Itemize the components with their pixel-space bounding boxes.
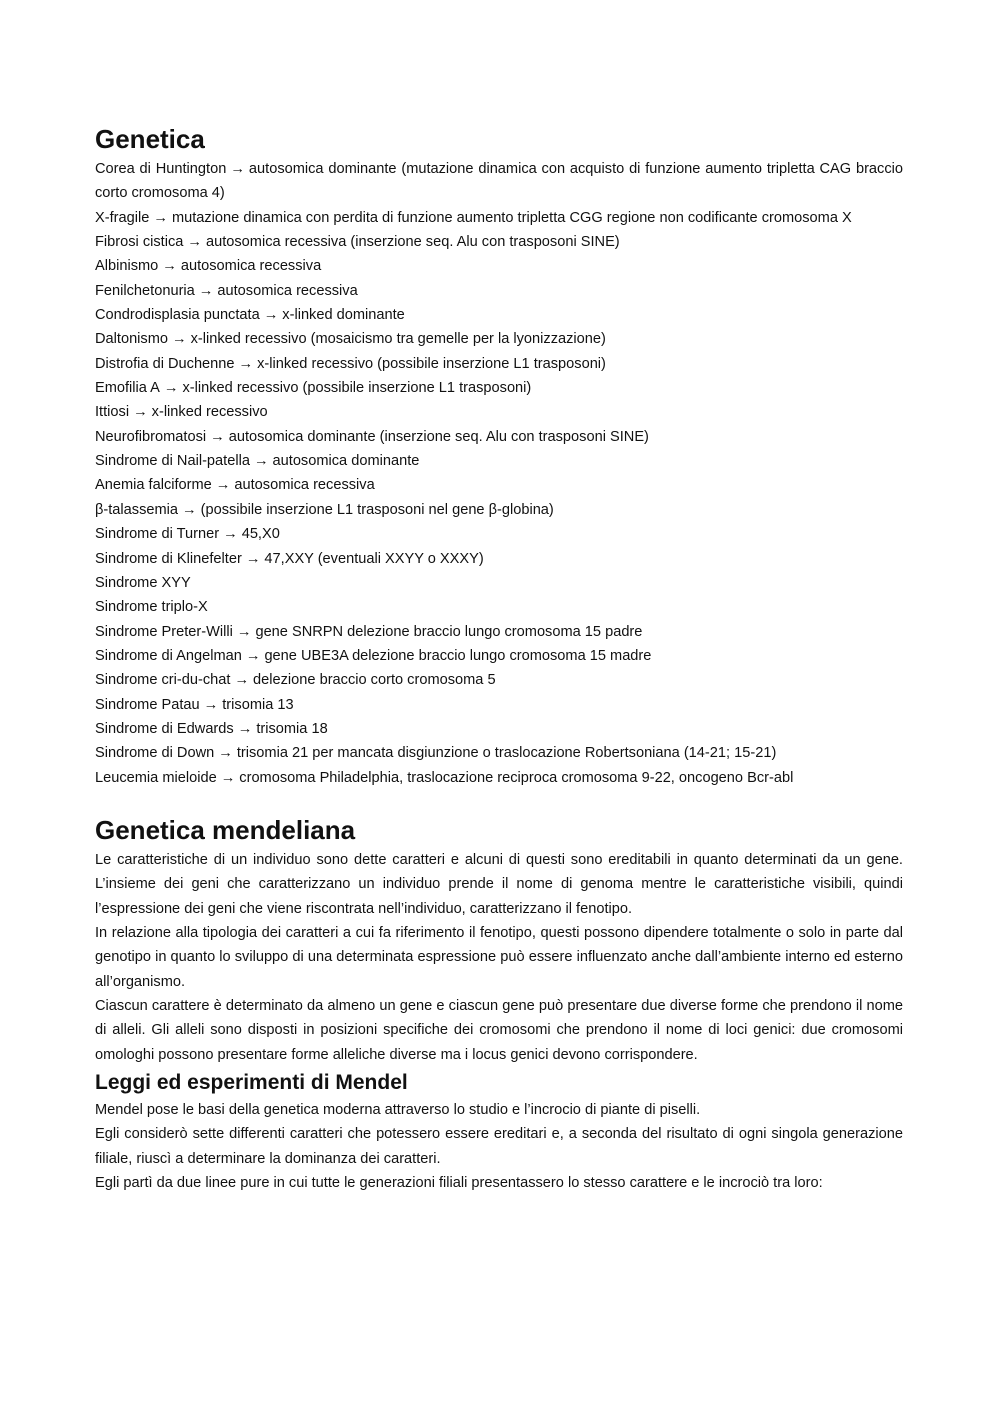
paragraph: Ciascun carattere è determinato da almeno un gene e ciascun gene può presentare due diverse forme che prendono il nome di alleli. Gli alleli sono disposti in posizioni specifiche dei cromosomi che prendono il nome di loci genici: due cromosomi omologhi possono presentare forme alleliche diverse ma i locus genici devono corrispondere. bbox=[95, 998, 903, 1063]
disease-entry bbox=[95, 327, 903, 351]
section-title-genetica-mendeliana: Genetica mendeliana bbox=[95, 814, 356, 845]
disease-term: Fibrosi cistica bbox=[95, 234, 184, 251]
right-arrow-icon: → bbox=[237, 720, 253, 737]
right-arrow-icon: → bbox=[263, 307, 279, 324]
disease-term: Sindrome di Nail-patella bbox=[95, 453, 250, 470]
disease-term: Leucemia mieloide bbox=[95, 769, 217, 786]
right-arrow-icon: → bbox=[245, 647, 261, 664]
disease-entry bbox=[95, 644, 903, 668]
disease-description: x-linked dominante bbox=[282, 307, 405, 324]
disease-term: Ittiosi bbox=[95, 404, 130, 421]
disease-entry bbox=[95, 230, 903, 254]
disease-description: x-linked recessivo bbox=[151, 404, 268, 421]
disease-term: Sindrome Patau bbox=[95, 696, 200, 713]
disease-description: autosomica recessiva bbox=[180, 258, 322, 275]
disease-term: Albinismo bbox=[95, 258, 159, 275]
disease-entry bbox=[95, 717, 903, 741]
right-arrow-icon: → bbox=[133, 404, 148, 421]
section-title-genetica: Genetica bbox=[95, 124, 205, 154]
disease-description: x-linked recessivo (possibile inserzione L1 trasposoni) bbox=[182, 380, 532, 397]
disease-entry bbox=[95, 400, 903, 424]
disease-description: autosomica dominante bbox=[272, 453, 420, 470]
disease-description: 47,XXY (eventuali XXYY o XXXY) bbox=[264, 550, 484, 567]
disease-entry bbox=[95, 571, 903, 595]
disease-description: autosomica dominante (inserzione seq. Alu con trasposoni SINE) bbox=[228, 428, 649, 445]
disease-description: trisomia 13 bbox=[222, 696, 294, 713]
paragraph: Egli considerò sette differenti caratteri che potessero essere ereditari e, a seconda del risultato di ogni singola generazione filiale, riuscì a determinare la dominanza dei caratteri. bbox=[95, 1126, 903, 1167]
disease-term: Sindrome di Angelman bbox=[95, 647, 242, 664]
disease-description: (possibile inserzione L1 trasposoni nel gene β-globina) bbox=[200, 501, 554, 518]
disease-description: autosomica recessiva (inserzione seq. Alu con trasposoni SINE) bbox=[205, 234, 620, 251]
disease-term: Sindrome di Klinefelter bbox=[95, 550, 242, 567]
paragraph: Le caratteristiche di un individuo sono dette caratteri e alcuni di questi sono ereditabili in quanto determinati da un gene. L’insieme dei geni che caratterizzano un individuo prende il nome di genoma mentre le caratteristiche visibili, quindi l’espressione dei geni che viene riscontrata nell’individuo, caratterizzano il fenotipo. bbox=[95, 851, 903, 917]
disease-description: x-linked recessivo (possibile inserzione L1 trasposoni) bbox=[257, 355, 606, 372]
right-arrow-icon: → bbox=[234, 672, 250, 689]
right-arrow-icon: → bbox=[236, 623, 252, 640]
disease-term: Distrofia di Duchenne bbox=[95, 355, 235, 372]
right-arrow-icon: → bbox=[203, 696, 219, 713]
disease-term: Condrodisplasia punctata bbox=[95, 307, 260, 324]
right-arrow-icon: → bbox=[153, 209, 168, 226]
disease-term: X-fragile bbox=[95, 209, 150, 226]
disease-entry bbox=[95, 473, 903, 497]
right-arrow-icon: → bbox=[230, 161, 245, 177]
right-arrow-icon: → bbox=[220, 769, 236, 786]
disease-entry bbox=[95, 279, 903, 303]
right-arrow-icon: → bbox=[187, 234, 202, 251]
disease-entry bbox=[95, 254, 903, 278]
disease-description: x-linked recessivo (mosaicismo tra gemelle per la lyonizzazione) bbox=[190, 331, 606, 348]
disease-entry bbox=[95, 693, 903, 717]
disease-description: trisomia 21 per mancata disgiunzione o traslocazione Robertsoniana (14-21; 15-21) bbox=[236, 745, 777, 762]
right-arrow-icon: → bbox=[210, 428, 225, 445]
disease-term: Anemia falciforme bbox=[95, 477, 212, 494]
disease-entry bbox=[95, 157, 903, 206]
disease-entry bbox=[95, 303, 903, 327]
right-arrow-icon: → bbox=[162, 258, 177, 275]
right-arrow-icon: → bbox=[218, 745, 233, 762]
disease-term: Sindrome cri-du-chat bbox=[95, 672, 231, 689]
disease-entry bbox=[95, 498, 903, 522]
right-arrow-icon: → bbox=[198, 282, 214, 299]
disease-entry bbox=[95, 376, 903, 400]
disease-term: Sindrome di Edwards bbox=[95, 720, 234, 737]
right-arrow-icon: → bbox=[245, 550, 261, 567]
disease-term: Sindrome Preter-Willi bbox=[95, 623, 233, 640]
disease-description: autosomica recessiva bbox=[234, 477, 375, 494]
disease-entry bbox=[95, 425, 903, 449]
subsection-title-leggi-mendel: Leggi ed esperimenti di Mendel bbox=[95, 1071, 408, 1095]
right-arrow-icon: → bbox=[253, 453, 269, 470]
right-arrow-icon: → bbox=[215, 477, 231, 494]
disease-entry bbox=[95, 206, 903, 230]
disease-entry bbox=[95, 449, 903, 473]
disease-entry bbox=[95, 668, 903, 692]
disease-term: Emofilia A bbox=[95, 380, 160, 397]
disease-entry bbox=[95, 547, 903, 571]
disease-entry bbox=[95, 741, 903, 765]
right-arrow-icon: → bbox=[172, 331, 187, 348]
disease-description: autosomica dominante (mutazione dinamica con acquisto di funzione aumento tripletta CAG braccio corto cromosoma 4) bbox=[95, 161, 903, 202]
right-arrow-icon: → bbox=[163, 380, 179, 397]
disease-description: 45,X0 bbox=[241, 526, 280, 543]
right-arrow-icon: → bbox=[223, 526, 238, 543]
paragraph: In relazione alla tipologia dei caratteri a cui fa riferimento il fenotipo, questi possono dipendere totalmente o solo in parte dal genotipo in quanto lo sviluppo di una determinata espressione può essere influenzato anche dall’ambiente interno ed esterno all’organismo. bbox=[95, 924, 903, 990]
disease-entry bbox=[95, 595, 903, 619]
disease-description: gene SNRPN delezione braccio lungo cromosoma 15 padre bbox=[255, 623, 643, 640]
disease-term: Sindrome XYY bbox=[95, 574, 191, 591]
disease-term: β-talassemia bbox=[95, 501, 179, 518]
disease-term: Corea di Huntington bbox=[95, 161, 227, 177]
right-arrow-icon: → bbox=[238, 355, 254, 372]
disease-list bbox=[95, 157, 903, 790]
disease-entry bbox=[95, 522, 903, 546]
document-page bbox=[95, 121, 903, 1195]
disease-description: cromosoma Philadelphia, traslocazione reciproca cromosoma 9-22, oncogeno Bcr-abl bbox=[239, 769, 794, 786]
disease-description: gene UBE3A delezione braccio lungo cromosoma 15 madre bbox=[264, 647, 652, 664]
disease-entry bbox=[95, 352, 903, 376]
disease-description: delezione braccio corto cromosoma 5 bbox=[253, 672, 496, 689]
disease-term: Sindrome triplo-X bbox=[95, 599, 208, 616]
paragraph: Egli partì da due linee pure in cui tutte le generazioni filiali presentassero lo stesso carattere e le incrociò tra loro: bbox=[95, 1175, 823, 1192]
disease-description: mutazione dinamica con perdita di funzione aumento tripletta CGG regione non codificante cromosoma X bbox=[171, 209, 852, 226]
disease-entry bbox=[95, 620, 903, 644]
disease-term: Daltonismo bbox=[95, 331, 168, 348]
disease-term: Neurofibromatosi bbox=[95, 428, 207, 445]
right-arrow-icon: → bbox=[182, 501, 197, 518]
disease-entry bbox=[95, 766, 903, 790]
disease-description: trisomia 18 bbox=[256, 720, 328, 737]
disease-term: Sindrome di Turner bbox=[95, 526, 220, 543]
disease-term: Sindrome di Down bbox=[95, 745, 215, 762]
paragraph: Mendel pose le basi della genetica moderna attraverso lo studio e l’incrocio di piante di piselli. bbox=[95, 1102, 701, 1119]
disease-term: Fenilchetonuria bbox=[95, 282, 195, 299]
disease-description: autosomica recessiva bbox=[217, 282, 358, 299]
